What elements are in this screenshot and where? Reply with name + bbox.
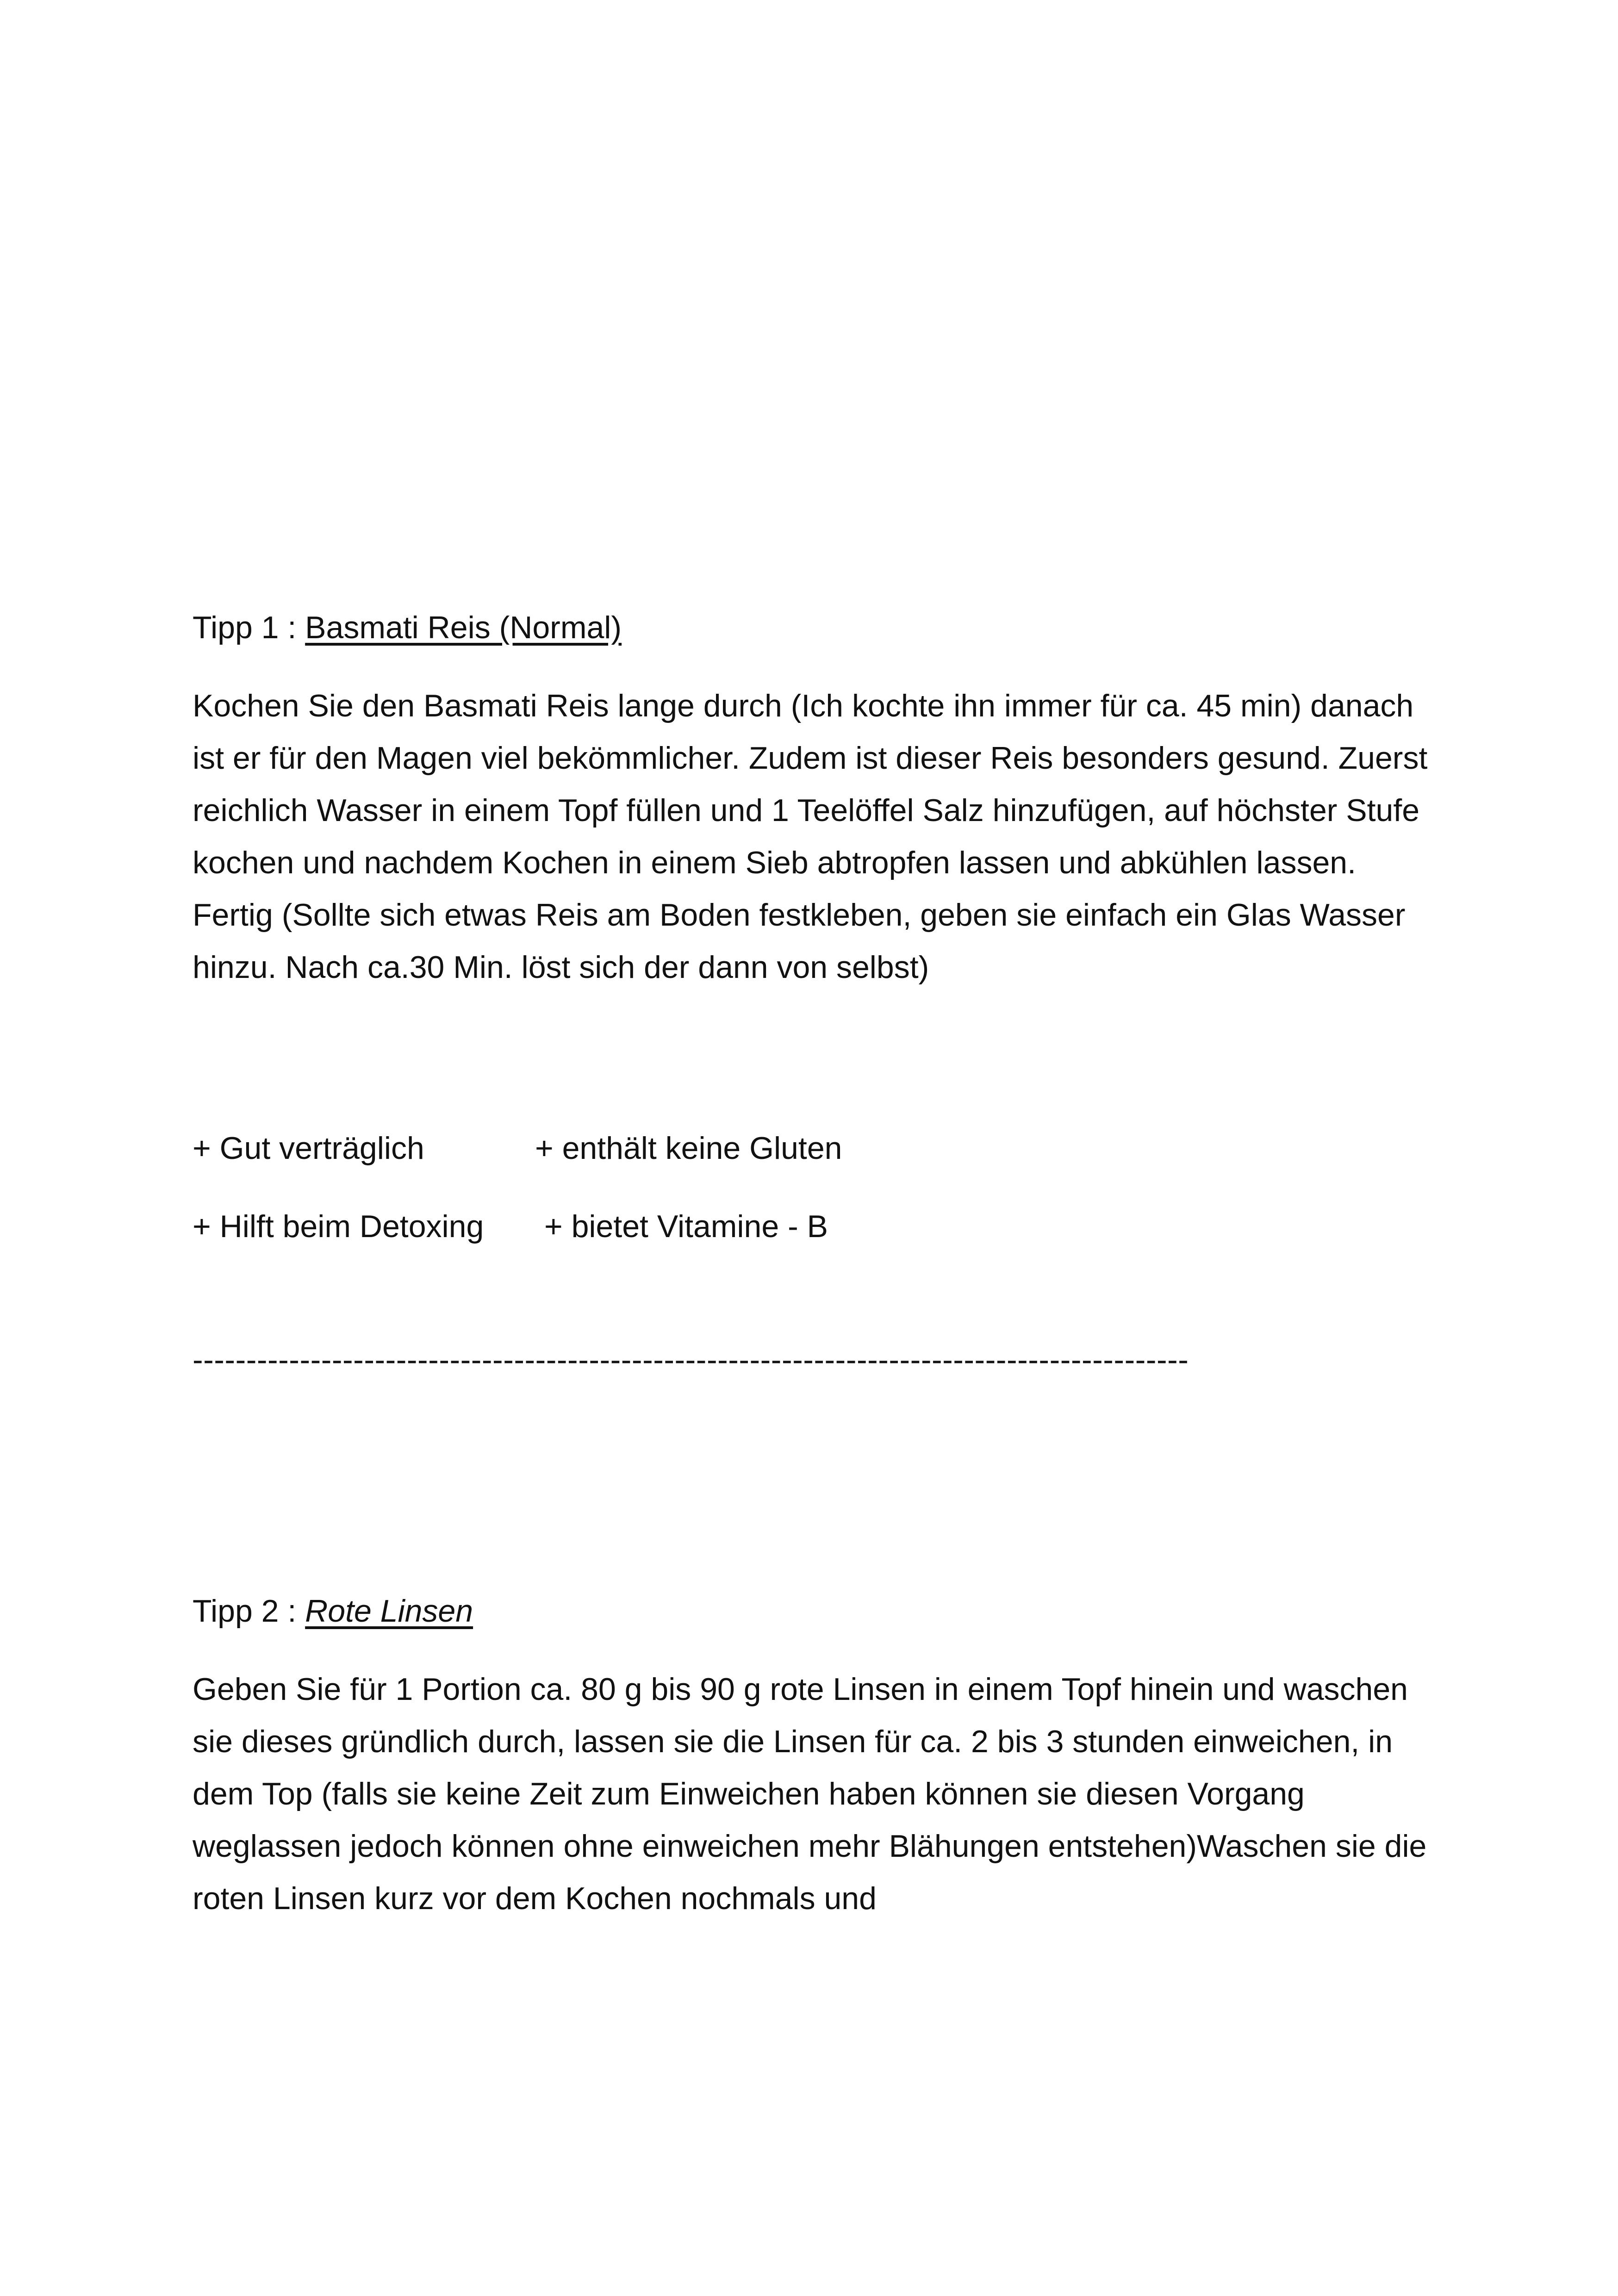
tip-2-body: Geben Sie für 1 Portion ca. 80 g bis 90 g rote Linsen in einem Topf hinein und waschen sie dieses gründlich durch, lassen sie die Linsen für ca. 2 bis 3 stunden einweichen, in dem Top (falls sie keine Zeit zum Einweichen haben können sie diesen Vorgang weglassen jedoch können ohne einweichen mehr Blähungen entstehen)Waschen sie die roten Linsen kurz vor dem Kochen nochmals und xyxy=(193,1672,1427,1916)
tip-2-heading xyxy=(193,1585,1442,1637)
tip-2-section xyxy=(193,1585,1442,1925)
dashed-separator: --------------------------------------------------------------------------------------------- xyxy=(193,1342,1189,1377)
tip-1-title: Basmati Reis (Normal) xyxy=(305,610,622,645)
benefit-item: + enthält keine Gluten xyxy=(535,1131,842,1166)
tip-1-heading xyxy=(193,602,1442,654)
tip-1-body: Kochen Sie den Basmati Reis lange durch (Ich kochte ihn immer für ca. 45 min) danach ist er für den Magen viel bekömmlicher. Zudem ist dieser Reis besonders gesund. Zuerst reichlich Wasser in einem Topf füllen und 1 Teelöffel Salz hinzufügen, auf höchster Stufe kochen und nachdem Kochen in einem Sieb abtropfen lassen und abkühlen lassen. Fertig (Sollte sich etwas Reis am Boden festkleben, geben sie einfach ein Glas Wasser hinzu. Nach ca.30 Min. löst sich der dann von selbst) xyxy=(193,688,1428,985)
benefit-item: + Hilft beim Detoxing xyxy=(193,1209,484,1244)
tip-2-prefix: Tipp 2 : xyxy=(193,1593,305,1629)
document-content xyxy=(193,602,1442,1925)
benefit-row xyxy=(193,1201,1442,1253)
benefit-row xyxy=(193,1122,1442,1175)
tip-2-title: Rote Linsen xyxy=(305,1593,473,1629)
tip-1-prefix: Tipp 1 : xyxy=(193,610,305,645)
tip-1-benefits xyxy=(193,1122,1442,1253)
benefit-item: + Gut verträglich xyxy=(193,1131,424,1166)
benefit-item: + bietet Vitamine - B xyxy=(544,1209,828,1244)
